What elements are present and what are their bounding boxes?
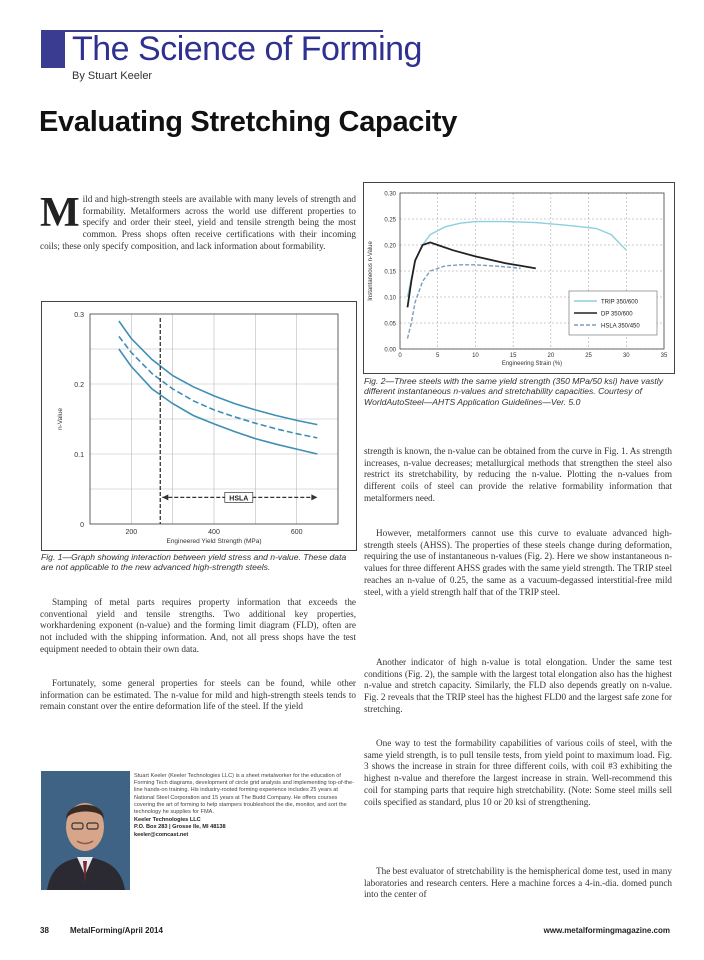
fig1-series-line-2 bbox=[119, 336, 317, 438]
author-photo bbox=[41, 771, 130, 890]
fig2-legend-label: HSLA 350/450 bbox=[601, 323, 640, 330]
fig2-ytick-label: 0.10 bbox=[384, 295, 396, 302]
col2-paragraph-1: strength is known, the n-value can be obtained from the curve in Fig. 1. As strength increases, n-value decreases; metallurgical methods that strengthen the steel also restrict its stretchability, by reducing the n-value. Plotting the n-values from different coils of steel can provide the relative formability information that metalformers need. bbox=[364, 446, 672, 503]
col1-paragraph-3: Fortunately, some general properties for steels can be found, while other information can be estimated. The n-value for mild and high-strength steels tends to remain constant over the entire deformation life of the steel. If the yield bbox=[40, 678, 356, 712]
author-bio-text: Stuart Keeler (Keeler Technologies LLC) is a sheet metalworker for the education of Forming Tech diagrams, development of circle grid analysis and implementing top-of-the-line hands-on training. His industry-rooted forming experience includes 25 years at National Steel Corporation and 15 years at The Budd Company. He offers courses covering the art of forming to help stampers troubleshoot the die, monitor, and sort the technology he supplies for FMA. bbox=[134, 773, 355, 816]
intro-paragraph bbox=[40, 190, 356, 253]
fig2-ytick-label: 0.05 bbox=[384, 321, 396, 328]
fig2-xtick-label: 0 bbox=[398, 353, 402, 359]
col2-paragraph-4: One way to test the formability capabilities of various coils of steel, with the same yield strength, is to pull tensile tests, from yield point to maximum load. Fig. 3 shows the increase in strain for three different coils, with coil #3 exhibiting the highest n-value and therefore the largest increase in strain. Well-recommend this coil for stamping parts that require high stretchability. (Note: Some steel mills sell coils specified as standard, plus 10 or 20 ksi of strengthening. bbox=[364, 738, 672, 807]
section-title: The Science of Forming bbox=[72, 30, 422, 68]
fig1-y-axis-label: n-Value bbox=[57, 408, 64, 430]
fig1-ytick-label: 0.1 bbox=[74, 452, 84, 459]
fig2-ytick-label: 0.00 bbox=[384, 347, 396, 354]
intro-text: ild and high-strength steels are available with many levels of strength and formability. Metalformers across the world use different properties to specify and order their steel, yield and tensile strength being the most common. Press shops often receive certifications with their incoming coils; these only specify composition, and lack information about formability. bbox=[40, 194, 356, 251]
fig2-legend-label: TRIP 350/600 bbox=[601, 299, 638, 306]
fig1-ytick-label: 0.2 bbox=[74, 382, 84, 389]
fig2-series-line-3 bbox=[408, 265, 521, 339]
fig2-frame bbox=[363, 182, 675, 374]
author-portrait-image bbox=[41, 771, 130, 890]
header-accent-bar bbox=[41, 30, 65, 68]
magazine-url[interactable]: www.metalformingmagazine.com bbox=[543, 926, 670, 935]
fig2-chart bbox=[364, 183, 674, 373]
fig1-ytick-label: 0 bbox=[80, 522, 84, 529]
fig2-ytick-label: 0.30 bbox=[384, 191, 396, 198]
fig2-y-axis-label: Instantaneous n-Value bbox=[368, 241, 374, 301]
fig1-xtick-label: 600 bbox=[290, 529, 303, 536]
fig2-ytick-label: 0.15 bbox=[384, 269, 396, 276]
fig1-chart bbox=[42, 302, 356, 550]
fig2-ytick-label: 0.20 bbox=[384, 243, 396, 250]
author-address: P.O. Box 283 | Grosse Ile, MI 48138 bbox=[134, 824, 226, 831]
fig1-region-label: HSLA bbox=[229, 495, 249, 503]
fig2-xtick-label: 10 bbox=[472, 353, 479, 359]
fig2-xtick-label: 25 bbox=[585, 353, 592, 359]
byline: By Stuart Keeler bbox=[72, 70, 153, 82]
article-title: Evaluating Stretching Capacity bbox=[39, 106, 458, 138]
fig1-series-line-1 bbox=[119, 321, 317, 425]
fig2-series-line-1 bbox=[408, 222, 627, 297]
author-bio bbox=[134, 773, 356, 839]
fig1-xtick-label: 200 bbox=[125, 529, 138, 536]
col2-paragraph-5: The best evaluator of stretchability is the hemispherical dome test, used in many laboratories and research centers. Here a machine forces a 4-in.-dia. domed punch into the center of bbox=[364, 866, 672, 900]
fig2-xtick-label: 35 bbox=[660, 353, 668, 359]
magazine-issue: MetalForming/April 2014 bbox=[70, 926, 163, 935]
fig1-region-arrowhead-left bbox=[162, 494, 168, 500]
fig2-x-axis-label: Engineering Strain (%) bbox=[501, 361, 563, 367]
fig2-xtick-label: 15 bbox=[509, 353, 517, 359]
col2-paragraph-2: However, metalformers cannot use this curve to evaluate advanced high-strength steels (AHSS). The properties of these steels change during deformation, requiring the use of instantaneous n-values (Fig. 2). Here we show instantaneous n-values for three different AHSS grades with the same yield strength. The TRIP steel reaches an n-value of 0.25, the same as a vacuum-degassed interstitial-free mild steel, with a yield strength half that of the TRIP steel. bbox=[364, 528, 672, 597]
fig2-xtick-label: 30 bbox=[622, 353, 630, 359]
drop-cap: M bbox=[40, 190, 80, 236]
fig2-xtick-label: 20 bbox=[547, 353, 555, 359]
fig1-x-axis-label: Engineered Yield Strength (MPa) bbox=[166, 538, 262, 545]
fig1-frame bbox=[41, 301, 357, 551]
fig2-ytick-label: 0.25 bbox=[384, 217, 396, 224]
col1-paragraph-2: Stamping of metal parts requires property information that exceeds the conventional yield and tensile strengths. Two additional key properties, workhardening exponent (n-value) and the forming limit diagram (FLD), often are not included with the shipping information. And, not all press shops have the test equipment needed to obtain their own data. bbox=[40, 597, 356, 654]
page-number: 38 bbox=[40, 926, 49, 935]
author-company: Keeler Technologies LLC bbox=[134, 817, 201, 824]
fig1-region-arrowhead-right bbox=[311, 494, 317, 500]
fig1-xtick-label: 400 bbox=[208, 529, 220, 536]
fig2-caption: Fig. 2—Three steels with the same yield strength (350 MPa/50 ksi) have vastly different instantaneous n-values and stretchability capacities. Courtesy of WorldAutoSteel—AHTS Application Guidelines—Ver. 5.0 bbox=[364, 376, 664, 407]
fig2-legend-label: DP 350/600 bbox=[601, 311, 633, 318]
col2-paragraph-3: Another indicator of high n-value is total elongation. Under the same test conditions (Fig. 2), the sample with the largest total elongation also has the highest n-value and stretch capacity. Similarly, the FLD also depends greatly on n-value. Fig. 2 reveals that the TRIP steel has the highest FLD0 and the largest safe zone for stretching. bbox=[364, 657, 672, 714]
fig1-ytick-label: 0.3 bbox=[74, 312, 84, 319]
fig1-series-line-3 bbox=[119, 349, 317, 454]
fig2-xtick-label: 5 bbox=[436, 353, 440, 359]
fig1-caption: Fig. 1—Graph showing interaction between yield stress and n-value. These data are not applicable to the new advanced high-strength steels. bbox=[41, 552, 347, 573]
author-email[interactable]: keeler@comcast.net bbox=[134, 831, 189, 838]
